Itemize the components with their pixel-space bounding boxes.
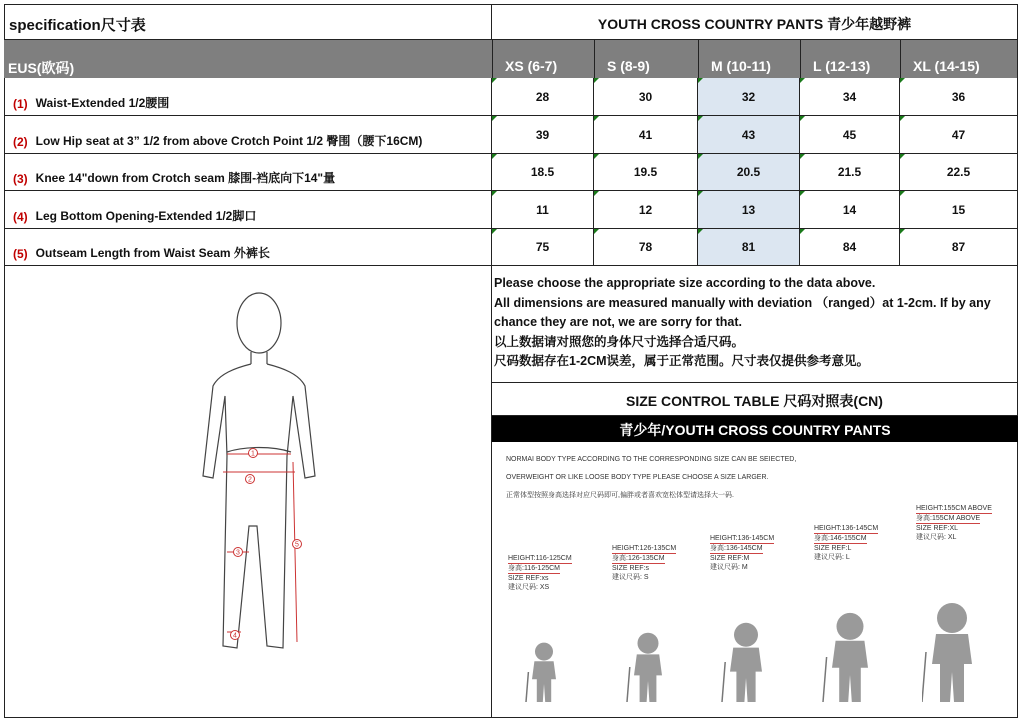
measure-row-1 bbox=[4, 78, 492, 116]
cell-corner-mark bbox=[800, 154, 805, 159]
kid-silhouette-icon bbox=[716, 622, 776, 710]
kid-silhouette-icon bbox=[618, 632, 678, 710]
kid-label-line: 身高:136-145CM bbox=[710, 545, 763, 552]
row-number: (3) bbox=[13, 172, 28, 186]
row-label: Leg Bottom Opening-Extended 1/2脚口 bbox=[35, 209, 257, 223]
measure-row-3 bbox=[4, 154, 492, 191]
size-value-cell bbox=[800, 229, 900, 266]
kid-size-label bbox=[814, 524, 878, 562]
size-header-xs: XS (6-7) bbox=[492, 40, 594, 78]
size-value: 11 bbox=[536, 202, 549, 217]
size-header-m: M (10-11) bbox=[698, 40, 800, 78]
kid-label-line: SIZE REF:M bbox=[710, 555, 750, 562]
size-value: 45 bbox=[842, 127, 857, 142]
size-value-cell bbox=[900, 191, 1018, 229]
kid-label-line: 建议尺码: M bbox=[710, 564, 748, 571]
size-notes bbox=[492, 266, 1018, 382]
kid-silhouette-icon bbox=[820, 612, 880, 710]
measure-row-5 bbox=[4, 229, 492, 266]
size-control-panel bbox=[492, 442, 1018, 718]
mark-1-label: 1 bbox=[251, 450, 255, 458]
kid-label-line: 建议尺码: XS bbox=[508, 584, 550, 591]
kid-label-line: HEIGHT:126-135CM bbox=[612, 545, 677, 552]
size-value: 13 bbox=[741, 202, 756, 217]
kid-silhouette-icon bbox=[514, 642, 574, 710]
row-label: Knee 14"down from Crotch seam 膝围-裆底向下14"量 bbox=[35, 171, 336, 185]
size-value: 12 bbox=[638, 202, 653, 217]
cell-corner-mark bbox=[698, 116, 703, 121]
size-value: 84 bbox=[842, 240, 857, 254]
row-number: (5) bbox=[13, 247, 28, 261]
kid-label-line: SIZE REF:xs bbox=[508, 575, 549, 582]
child-measurement-figure bbox=[5, 266, 491, 716]
size-value: 81 bbox=[741, 240, 756, 254]
kid-label-line: 身高:116-125CM bbox=[508, 565, 561, 572]
cell-corner-mark bbox=[492, 116, 497, 121]
size-value: 19.5 bbox=[633, 165, 658, 179]
size-standard-label: EUS(欧码) bbox=[8, 60, 75, 76]
cell-corner-mark bbox=[594, 116, 599, 121]
row-number: (2) bbox=[13, 135, 28, 149]
cell-corner-mark bbox=[698, 191, 703, 196]
size-value: 32 bbox=[741, 89, 756, 104]
size-value: 22.5 bbox=[946, 165, 971, 179]
row-number: (1) bbox=[13, 97, 28, 111]
size-value-cell bbox=[594, 229, 698, 266]
size-value-cell bbox=[594, 116, 698, 154]
cell-corner-mark bbox=[492, 154, 497, 159]
intro-line: NORMAI BODY TYPE ACCORDING TO THE CORRESPONDING SIZE CAN BE SEIECTED, bbox=[506, 456, 797, 463]
size-value-cell bbox=[492, 78, 594, 116]
spec-title: specification尺寸表 bbox=[4, 4, 492, 40]
size-value-cell bbox=[492, 116, 594, 154]
kid-label-line: 身高:146-155CM bbox=[814, 535, 867, 542]
mark-5-label: 5 bbox=[295, 541, 299, 549]
cell-corner-mark bbox=[900, 191, 905, 196]
kid-label-line: HEIGHT:116-125CM bbox=[508, 555, 572, 562]
size-value-cell bbox=[492, 154, 594, 191]
size-value-cell bbox=[698, 78, 800, 116]
size-value: 15 bbox=[951, 202, 966, 217]
size-value: 18.5 bbox=[530, 165, 555, 179]
kid-label-line: 身高:155CM ABOVE bbox=[916, 515, 981, 522]
row-label: Waist-Extended 1/2腰围 bbox=[35, 96, 170, 110]
cell-corner-mark bbox=[800, 229, 805, 234]
size-value-cell bbox=[698, 191, 800, 229]
size-value-cell bbox=[698, 154, 800, 191]
note-line: 尺码数据存在1-2CM误差，属于正常范围。尺寸表仅提供参考意见。 bbox=[494, 354, 870, 368]
size-value: 14 bbox=[842, 202, 857, 217]
size-value: 30 bbox=[638, 89, 653, 104]
cell-corner-mark bbox=[800, 191, 805, 196]
size-header-s: S (8-9) bbox=[594, 40, 698, 78]
mark-3-label: 3 bbox=[236, 549, 240, 557]
kid-size-label bbox=[612, 544, 676, 582]
intro-line: 正常体型按照身高选择对应尺码即可,偏胖或者喜欢宽松体型请选择大一码. bbox=[506, 492, 734, 499]
size-value-cell bbox=[594, 78, 698, 116]
mark-2-label: 2 bbox=[248, 476, 252, 484]
note-line: Please choose the appropriate size according to the data above. bbox=[494, 276, 876, 290]
size-value-cell bbox=[800, 78, 900, 116]
size-control-title: SIZE CONTROL TABLE 尺码对照表(CN) bbox=[492, 382, 1018, 416]
kid-label-line: SIZE REF:L bbox=[814, 545, 852, 552]
cell-corner-mark bbox=[698, 154, 703, 159]
size-value: 21.5 bbox=[837, 165, 862, 179]
kid-label-line: 建议尺码: XL bbox=[916, 534, 957, 541]
row-label: Low Hip seat at 3” 1/2 from above Crotch Point 1/2 臀围（腰下16CM) bbox=[35, 134, 423, 148]
size-value-cell bbox=[800, 191, 900, 229]
cell-corner-mark bbox=[492, 191, 497, 196]
kid-label-line: HEIGHT:136-145CM bbox=[814, 525, 879, 532]
size-value: 34 bbox=[842, 89, 857, 104]
kid-label-line: 身高:126-135CM bbox=[612, 555, 665, 562]
note-line: 以上数据请对照您的身体尺寸选择合适尺码。 bbox=[494, 334, 745, 349]
size-value: 75 bbox=[535, 240, 550, 254]
size-header-xl: XL (14-15) bbox=[900, 40, 1018, 78]
cell-corner-mark bbox=[594, 154, 599, 159]
cell-corner-mark bbox=[492, 229, 497, 234]
cell-corner-mark bbox=[800, 116, 805, 121]
cell-corner-mark bbox=[594, 229, 599, 234]
kid-size-label bbox=[710, 534, 774, 572]
note-line: All dimensions are measured manually with deviation （ranged）at 1-2cm. If by any chance they are not, we are sorry for that. bbox=[494, 295, 991, 329]
measure-row-2 bbox=[4, 116, 492, 154]
cell-corner-mark bbox=[900, 78, 905, 83]
size-value-cell bbox=[492, 229, 594, 266]
intro-line: OVERWEIGHT OR LIKE LOOSE BODY TYPE PLEASE CHOOSE A SIZE LARGER. bbox=[506, 474, 769, 481]
kid-silhouette-icon bbox=[922, 602, 982, 710]
size-value-cell bbox=[900, 154, 1018, 191]
kid-size-label bbox=[916, 504, 992, 542]
size-value-cell bbox=[900, 229, 1018, 266]
size-value-cell bbox=[698, 229, 800, 266]
measure-row-4 bbox=[4, 191, 492, 229]
size-header-l: L (12-13) bbox=[800, 40, 900, 78]
kid-label-line: SIZE REF:s bbox=[612, 565, 649, 572]
size-value-cell bbox=[900, 116, 1018, 154]
cell-corner-mark bbox=[900, 229, 905, 234]
size-value-cell bbox=[594, 154, 698, 191]
cell-corner-mark bbox=[800, 78, 805, 83]
size-value: 47 bbox=[951, 127, 966, 142]
size-value-cell bbox=[698, 116, 800, 154]
kid-label-line: HEIGHT:136-145CM bbox=[710, 535, 775, 542]
row-label: Outseam Length from Waist Seam 外裤长 bbox=[35, 246, 270, 260]
size-value: 39 bbox=[535, 127, 550, 142]
measurement-figure-panel bbox=[4, 266, 492, 718]
mark-4-label: 4 bbox=[233, 632, 237, 640]
kid-label-line: 建议尺码: S bbox=[612, 574, 649, 581]
size-value: 20.5 bbox=[736, 165, 761, 179]
size-value: 28 bbox=[535, 89, 550, 104]
cell-corner-mark bbox=[594, 191, 599, 196]
size-value-cell bbox=[800, 154, 900, 191]
product-title: YOUTH CROSS COUNTRY PANTS 青少年越野裤 bbox=[492, 4, 1018, 40]
size-value: 36 bbox=[951, 89, 966, 104]
size-value-cell bbox=[594, 191, 698, 229]
size-value-cell bbox=[900, 78, 1018, 116]
size-value: 41 bbox=[638, 127, 653, 142]
size-value: 43 bbox=[741, 127, 756, 142]
size-value: 78 bbox=[638, 240, 653, 254]
kid-label-line: 建议尺码: L bbox=[814, 554, 850, 561]
cell-corner-mark bbox=[698, 229, 703, 234]
row-number: (4) bbox=[13, 210, 28, 224]
kid-label-line: SIZE REF:XL bbox=[916, 525, 959, 532]
size-value-cell bbox=[800, 116, 900, 154]
size-value: 87 bbox=[951, 240, 966, 254]
kid-label-line: HEIGHT:155CM ABOVE bbox=[916, 505, 992, 512]
size-control-bar: 青少年/YOUTH CROSS COUNTRY PANTS bbox=[492, 416, 1018, 442]
cell-corner-mark bbox=[492, 78, 497, 83]
cell-corner-mark bbox=[698, 78, 703, 83]
cell-corner-mark bbox=[900, 154, 905, 159]
size-value-cell bbox=[492, 191, 594, 229]
cell-corner-mark bbox=[900, 116, 905, 121]
cell-corner-mark bbox=[594, 78, 599, 83]
kid-size-label bbox=[508, 554, 572, 592]
